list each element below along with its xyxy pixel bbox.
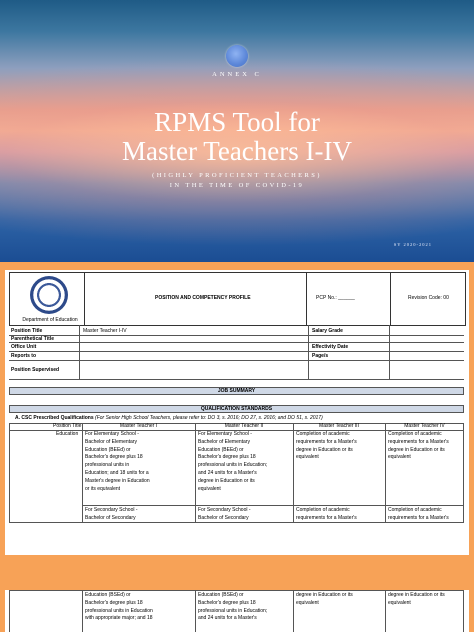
profile-heading: POSITION AND COMPETENCY PROFILE [155,295,251,301]
sec-mt4: Completion of academic requirements for a Master's [388,507,449,521]
continuation-table [9,590,464,632]
qualification-table [9,423,464,523]
revision-code: Revision Code: 00 [408,295,449,301]
cont-mt4: degree in Education or its equivalent [388,592,445,606]
position-title-row: Position Title Master Teacher I-IV Salary Grade [9,326,464,336]
csc-qualifications: A. CSC Prescribed Qualifications (For Senior High School Teachers, please refer to: DO 3, s. 2016; DO 27, s. 2016; and DO 51, s. 2017) [15,415,323,421]
header-mt2: Master Teacher II [224,423,264,429]
education-label: Education [56,431,79,437]
position-supervised-row: Position Supervised [9,361,464,380]
annex-label: ANNEX C [212,71,262,78]
cover-subtitle-2: IN THE TIME OF COVID-19 [169,182,305,189]
elem-mt3: Completion of academic requirements for a Master's degree in Education or its equivalent [296,431,357,461]
school-year: SY 2020-2021 [393,242,432,247]
deped-logo-icon [226,45,248,67]
cover-title [0,108,474,166]
job-summary-bar: JOB SUMMARY [9,387,464,395]
sec-mt2: For Secondary School - Bachelor of Secondary [198,507,251,521]
sec-mt1: For Secondary School - Bachelor of Secondary [85,507,138,521]
sec-mt3: Completion of academic requirements for a Master's [296,507,357,521]
cover-subtitle-1: (HIGHLY PROFICIENT TEACHERS) [152,172,322,179]
elem-mt4: Completion of academic requirements for a Master's degree in Education or its equivalent [388,431,449,461]
elem-mt1: For Elementary School - Bachelor of Elementary Education (BEEd) or Bachelor's degree plus 18 professional units in Education; and 18 units for a Master's degree in Education or its equivalent [85,431,150,492]
cont-mt1: Education (BSEd) or Bachelor's degree plus 18 professional units in Education with appropriate major; and 18 [85,592,153,622]
deped-seal-icon [30,276,68,314]
profile-header [9,272,466,326]
parenthetical-row: Parenthetical Title [9,335,464,343]
header-mt1: Master Teacher I [119,423,158,429]
cover-title-line1: RPMS Tool for [154,107,320,137]
header-mt3: Master Teacher III [319,423,359,429]
cont-mt2: Education (BSEd) or Bachelor's degree plus 18 professional units in Education; and 24 units for a Master's [198,592,268,622]
position-title-value: Master Teacher I-IV [83,327,127,334]
office-unit-row: Office Unit Effectivity Date [9,343,464,352]
header-position-title: Position Title [53,423,82,429]
reports-to-row: Reports to Page/s [9,352,464,361]
cover-title-line2: Master Teachers I-IV [121,136,352,166]
header-mt4: Master Teacher IV [404,423,445,429]
elem-mt2: For Elementary School - Bachelor of Elementary Education (BEEd) or Bachelor's degree plus 18 professional units in Education; and 24 units for a Master's degree in Education or its equivalent [198,431,268,492]
profile-page [5,270,469,555]
continuation-page [5,590,469,632]
cont-mt3: degree in Education or its equivalent [296,592,353,606]
qualification-standards-bar: QUALIFICATION STANDARDS [9,405,464,413]
department-name: Department of Education [22,317,78,323]
pcp-number: PCP No.: ______ [316,295,355,301]
cover-slide [0,0,474,262]
